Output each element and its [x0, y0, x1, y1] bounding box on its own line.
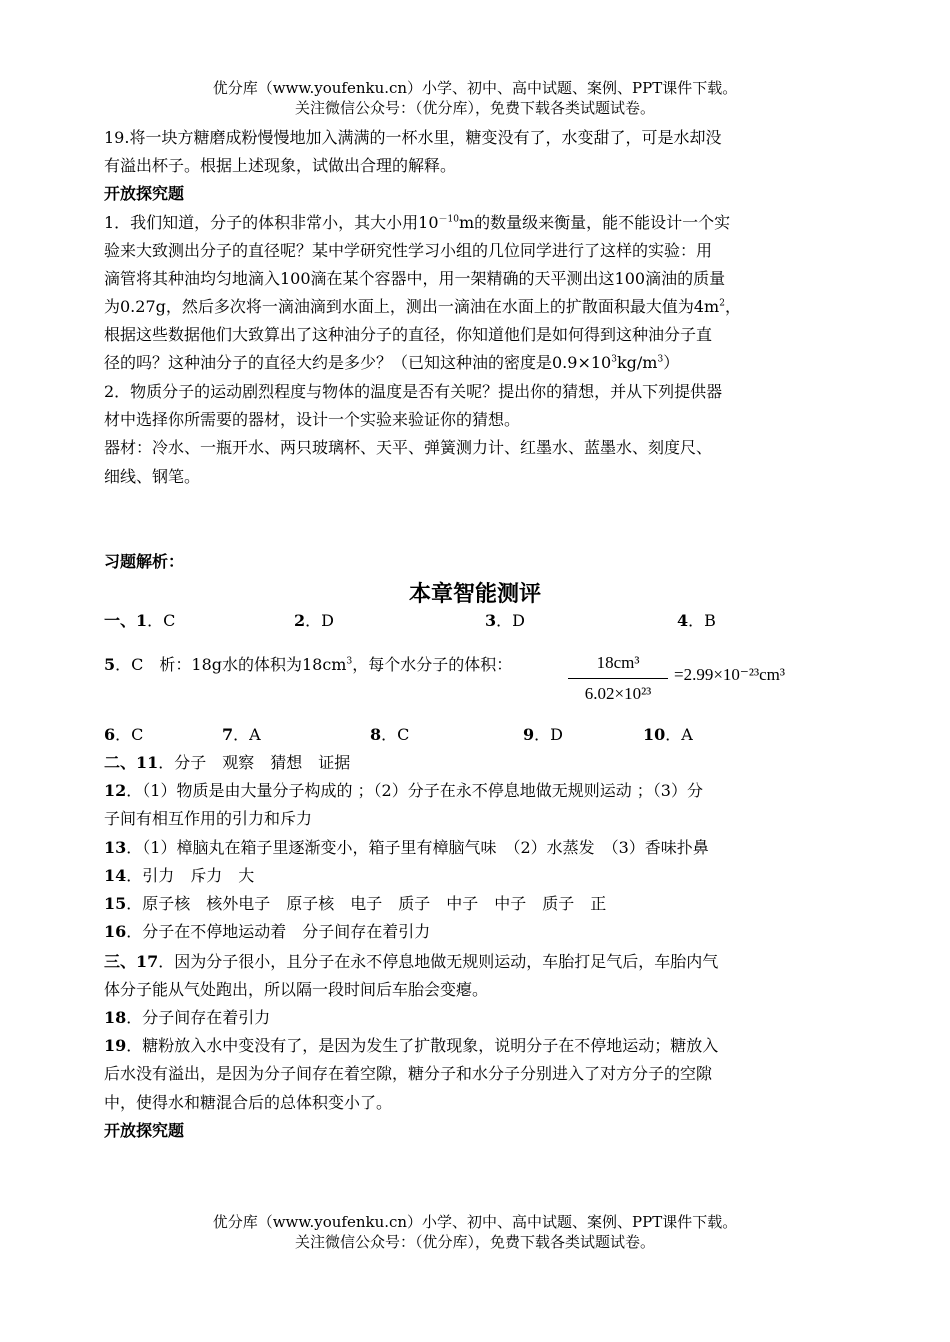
- answer-19-line-3: 中，使得水和糖混合后的总体积变小了。: [104, 1093, 393, 1112]
- formula-denominator: 6.02×10²³: [584, 684, 652, 703]
- answer-5: 5．C 析：18g水的体积为$18cm^3$，每个水分子的体积：: [104, 655, 513, 674]
- molecule-volume-formula: [568, 650, 848, 710]
- open-explore-heading-2: 开放探究题: [104, 1121, 185, 1140]
- open2-line-3: 器材：冷水、一瓶开水、两只玻璃杯、天平、弹簧测力计、红墨水、蓝墨水、刻度尺、: [104, 438, 713, 457]
- fraction-bar: [568, 678, 668, 679]
- open2-line-2: 材中选择你所需要的器材，设计一个实验来验证你的猜想。: [104, 410, 521, 429]
- formula-result: =2.99×10⁻²³cm³: [674, 665, 785, 684]
- open-explore-heading: 开放探究题: [104, 184, 185, 203]
- answer-15: 15．原子核 核外电子 原子核 电子 质子 中子 中子 质子 正: [104, 894, 607, 913]
- answer-7: 7．A: [222, 725, 261, 744]
- open2-line-1: 2．物质分子的运动剧烈程度与物体的温度是否有关呢？提出你的猜想，并从下列提供器: [104, 382, 723, 401]
- footer-line-1: 优分库（www.youfenku.cn）小学、初中、高中试题、案例、PPT课件下载。: [212, 1213, 738, 1231]
- answer-3: 3．D: [485, 611, 525, 630]
- answer-18: 18．分子间存在着引力: [104, 1008, 271, 1027]
- answer-16: 16．分子在不停地运动着 分子间存在着引力: [104, 922, 431, 941]
- open1-line-1: 1．我们知道，分子的体积非常小，其大小用$10^{-10}m$的数量级来衡量，能不能设计一个实: [104, 213, 731, 232]
- formula-fraction: [568, 650, 668, 706]
- answer-12-line-1: 12．（1）物质是由大量分子构成的 ；（2）分子在永不停息地做无规则运动 ；（3）分: [104, 781, 703, 800]
- answer-17-line-1: 三、17．因为分子很小，且分子在永不停息地做无规则运动，车胎打足气后，车胎内气: [104, 952, 719, 971]
- open2-line-4: 细线、钢笔。: [104, 467, 201, 486]
- answer-17-line-2: 体分子能从气处跑出，所以隔一段时间后车胎会变瘪。: [104, 980, 489, 999]
- q19-line-1: 19.将一块方糖磨成粉慢慢地加入满满的一杯水里，糖变没有了，水变甜了，可是水却没: [104, 128, 722, 147]
- formula-numerator: 18cm³: [596, 653, 640, 672]
- answer-19-line-1: 19．糖粉放入水中变没有了，是因为发生了扩散现象，说明分子在不停地运动；糖放入: [104, 1036, 719, 1055]
- footer-line-2: 关注微信公众号：（优分库），免费下载各类试题试卷。: [294, 1233, 655, 1251]
- answer-9: 9．D: [523, 725, 563, 744]
- q19-line-2: 有溢出杯子。根据上述现象，试做出合理的解释。: [104, 156, 457, 175]
- answer-10: 10．A: [643, 725, 693, 744]
- open1-line-3: 滴管将其种油均匀地滴入100滴在某个容器中，用一架精确的天平测出这100滴油的质量: [104, 269, 726, 288]
- answer-6: 6．C: [104, 725, 144, 744]
- open1-line-4: 为0.27g，然后多次将一滴油滴到水面上，测出一滴油在水面上的扩散面积最大值为$4m^2$，: [104, 297, 741, 316]
- chapter-title: 本章智能测评: [408, 582, 541, 607]
- header-line-2: 关注微信公众号：（优分库），免费下载各类试题试卷。: [294, 99, 655, 117]
- answer-1: 一、1．C: [104, 611, 176, 630]
- open1-line-6: 径的吗？这种油分子的直径大约是多少？（已知这种油的密度是$0.9\times 10^3kg/m^3$）: [104, 353, 680, 372]
- header-line-1: 优分库（www.youfenku.cn）小学、初中、高中试题、案例、PPT课件下载。: [212, 79, 738, 97]
- answer-19-line-2: 后水没有溢出，是因为分子间存在着空隙，糖分子和水分子分别进入了对方分子的空隙: [104, 1064, 713, 1083]
- answer-11: 二、11．分子 观察 猜想 证据: [104, 753, 351, 772]
- analysis-heading: 习题解析：: [104, 552, 185, 571]
- open1-line-5: 根据这些数据他们大致算出了这种油分子的直径，你知道他们是如何得到这种油分子直: [104, 325, 713, 344]
- answer-2: 2．D: [294, 611, 334, 630]
- answer-4: 4．B: [677, 611, 716, 630]
- answer-8: 8．C: [370, 725, 410, 744]
- answer-13: 13．（1）樟脑丸在箱子里逐渐变小，箱子里有樟脑气味 （2）水蒸发 （3）香味扑鼻: [104, 838, 709, 857]
- answer-12-line-2: 子间有相互作用的引力和斥力: [104, 809, 313, 828]
- open1-line-2: 验来大致测出分子的直径呢？某中学研究性学习小组的几位同学进行了这样的实验：用: [104, 241, 713, 260]
- answer-14: 14．引力 斥力 大: [104, 866, 255, 885]
